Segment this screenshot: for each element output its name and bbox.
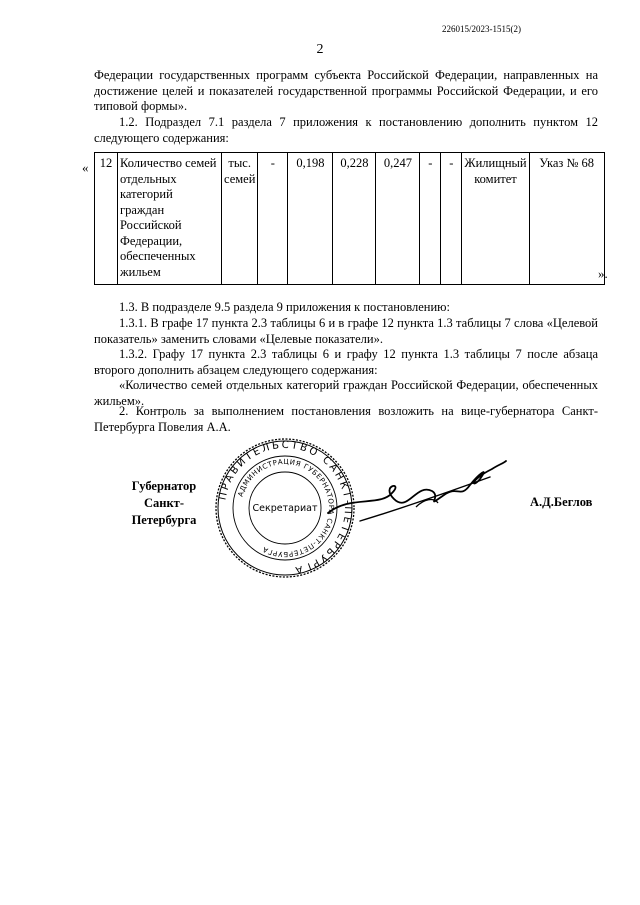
item-1-2-paragraph: 1.2. Подраздел 7.1 раздела 7 приложения к постановлению дополнить пунктом 12 следующего содержания: [94, 115, 598, 145]
close-quote: ». [598, 266, 608, 281]
page-number: 2 [316, 42, 324, 57]
cell-value-1: - [258, 153, 288, 285]
document-number: 226015/2023-1515(2) [442, 24, 521, 34]
cell-value-4: 0,247 [376, 153, 420, 285]
handwritten-signature [320, 455, 510, 530]
table-row [95, 153, 605, 285]
open-quote: « [82, 160, 89, 175]
stamp-outer-text: ПРАВИТЕЛЬСТВО САНКТ-ПЕТЕРБУРГА [217, 439, 354, 576]
cell-basis: Указ № 68 [529, 153, 604, 285]
indicator-table [94, 152, 605, 285]
cell-value-2: 0,198 [288, 153, 333, 285]
item-1-3-2-paragraph: 1.3.2. Графу 17 пункта 2.3 таблицы 6 и графу 12 пункта 1.3 таблицы 7 после абзаца второго дополнить абзацем следующего содержания: [94, 347, 598, 377]
item-2-paragraph: 2. Контроль за выполнением постановления возложить на вице-губернатора Санкт-Петербурга Повелия А.А. [94, 404, 598, 434]
cell-value-3: 0,228 [333, 153, 376, 285]
stamp-inner-text: АДМИНИСТРАЦИЯ ГУБЕРНАТОРА САНКТ-ПЕТЕРБУРГА [236, 457, 336, 559]
stamp-center-text: Секретариат [252, 503, 318, 514]
signatory-name: А.Д.Беглов [530, 495, 593, 509]
item-1-3-1-paragraph: 1.3.1. В графе 17 пункта 2.3 таблицы 6 и в графе 12 пункта 1.3 таблицы 7 слова «Целевой показатель» заменить словами «Целевые показатели». [94, 316, 598, 346]
cell-executor: Жилищный комитет [462, 153, 529, 285]
signatory-title-line2: Санкт-Петербурга [131, 496, 197, 527]
cell-unit: тыс. семей [222, 153, 258, 285]
intro-paragraph: Федерации государственных программ субъекта Российской Федерации, направленных на достижение целей и показателей государственной программы Российской Федерации, и его типовой формы». [94, 68, 598, 113]
signatory-title-line1: Губернатор [131, 479, 197, 493]
cell-value-6: - [441, 153, 462, 285]
cell-number: 12 [95, 153, 118, 285]
item-1-3-paragraph: 1.3. В подразделе 9.5 раздела 9 приложения к постановлению: [119, 300, 450, 314]
signatory-title [114, 478, 214, 529]
cell-indicator-name: Количество семей отдельных категорий граждан Российской Федерации, обеспеченных жильем [118, 153, 222, 285]
cell-value-5: - [420, 153, 441, 285]
quote-paragraph: «Количество семей отдельных категорий граждан Российской Федерации, обеспеченных жильем». [94, 378, 598, 408]
